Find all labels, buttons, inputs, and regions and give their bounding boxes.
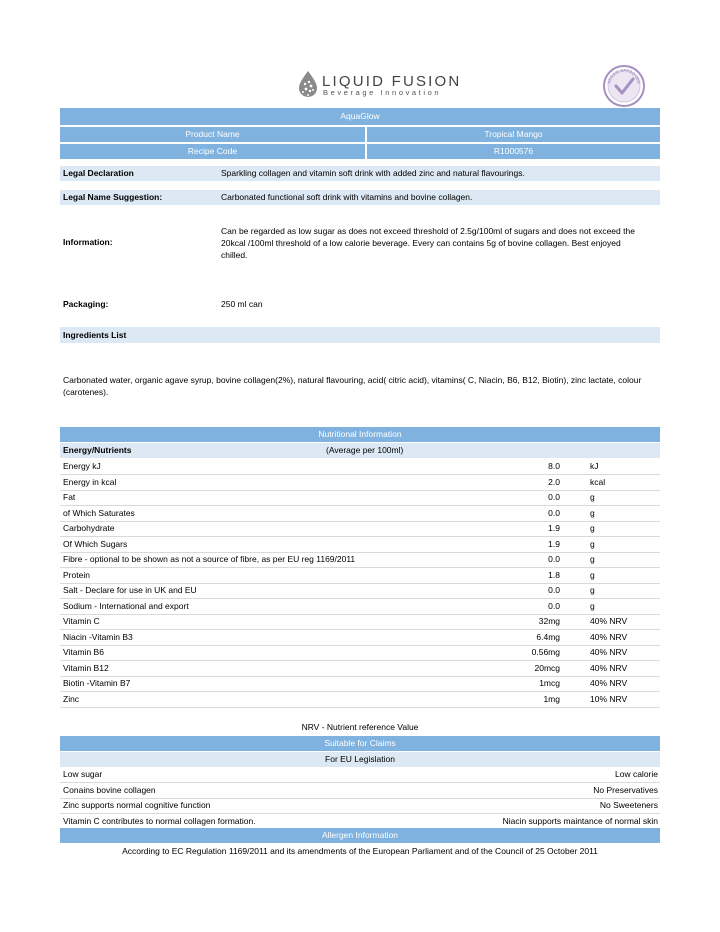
nutrition-row — [60, 506, 660, 522]
legal-declaration-row — [60, 166, 660, 181]
nutrient-unit: g — [590, 569, 595, 580]
nutrient-unit: 40% NRV — [590, 616, 628, 626]
nutrition-row — [60, 459, 660, 475]
product-title-bar — [60, 108, 660, 125]
legal-declaration-value: Sparkling collagen and vitamin soft drink with added zinc and natural flavourings. — [221, 168, 525, 178]
droplet-logo-icon — [296, 70, 320, 98]
nutrient-value: 1.9 — [548, 538, 560, 549]
legal-name-value: Carbonated functional soft drink with vitamins and bovine collagen. — [221, 192, 473, 202]
nutrient-unit: g — [590, 554, 595, 564]
recipe-code-label-cell — [60, 144, 365, 159]
nutrition-row — [60, 661, 660, 677]
nutrient-name: Niacin -Vitamin B3 — [63, 631, 133, 642]
nutrient-unit: g — [590, 538, 595, 549]
nutrient-unit: 40% NRV — [590, 631, 628, 642]
nutrition-row — [60, 521, 660, 537]
information-line: Can be regarded as low sugar as does not exceed threshold of 2.5g/100ml of sugars and does not exceed the — [221, 226, 635, 236]
nutrition-col-avg: (Average per 100ml) — [326, 445, 404, 455]
nutrient-unit: kJ — [590, 461, 599, 471]
ingredients-line: Carbonated water, organic agave syrup, bovine collagen(2%), natural flavouring, acid( citric acid), vitamins( C, Niacin, B6, B12, Biotin), zinc lactate, colour — [63, 375, 642, 385]
product-title: AquaGlow — [340, 111, 380, 121]
ingredients-header: Ingredients List — [63, 330, 127, 340]
legal-declaration-label: Legal Declaration — [63, 168, 134, 178]
nutrient-name: Vitamin C — [63, 616, 100, 626]
recipe-code-value-cell — [367, 144, 660, 159]
claim-left: Conains bovine collagen — [63, 784, 156, 795]
nutrient-unit: 40% NRV — [590, 678, 628, 688]
claims-header-bar — [60, 736, 660, 751]
nutrient-unit: g — [590, 523, 595, 533]
claims-header: Suitable for Claims — [324, 738, 396, 748]
nutrient-name: Energy in kcal — [63, 476, 117, 487]
nutrient-value: 1.8 — [548, 569, 560, 580]
allergen-note: According to EC Regulation 1169/2011 and its amendments of the European Parliament and of the Council of 25 October 2011 — [122, 846, 598, 856]
nutrition-row — [60, 630, 660, 646]
nrv-note: NRV - Nutrient reference Value — [301, 722, 419, 732]
nutrient-value: 0.0 — [548, 492, 560, 502]
nutrition-row — [60, 475, 660, 491]
nutrient-unit: kcal — [590, 476, 606, 487]
nutrient-value: 1.9 — [548, 523, 560, 533]
claim-right: No Sweeteners — [599, 800, 658, 810]
nutrition-row — [60, 583, 660, 599]
ingredients-header-row — [60, 327, 660, 343]
nutrient-unit: 40% NRV — [590, 647, 628, 657]
nutrient-name: Sodium - International and export — [63, 600, 189, 611]
nutrient-name: Protein — [63, 569, 90, 580]
claim-right: Low calorie — [615, 769, 658, 779]
claim-left: Vitamin C contributes to normal collagen formation. — [63, 815, 256, 826]
ingredients-text — [63, 374, 663, 398]
brand-tagline: Beverage Innovation — [323, 88, 442, 97]
claim-left: Low sugar — [63, 769, 103, 779]
nutrient-name: Of Which Sugars — [63, 538, 128, 549]
nutrition-row — [60, 552, 660, 568]
claims-subheader: For EU Legislation — [325, 754, 395, 764]
claim-right: Niacin supports maintance of normal skin — [502, 815, 658, 826]
nutrition-col-label: Energy/Nutrients — [63, 445, 132, 455]
claim-row — [60, 767, 660, 783]
nutrition-row — [60, 568, 660, 584]
nutrient-value: 0.0 — [548, 585, 560, 595]
information-text — [221, 225, 635, 261]
nutrient-value: 0.0 — [548, 507, 560, 518]
nutrient-value: 32mg — [538, 616, 560, 626]
information-line: 20kcal /100ml threshold of a low calorie beverage. Every can contains 5g of bovine collagen. Best enjoyed — [221, 238, 621, 248]
nutrient-name: Salt - Declare for use in UK and EU — [63, 585, 197, 595]
nutrition-header-bar — [60, 427, 660, 442]
claim-row — [60, 783, 660, 799]
brand-name: LIQUID FUSION — [322, 73, 462, 90]
recipe-code-label: Recipe Code — [187, 146, 238, 156]
nutrition-row — [60, 645, 660, 661]
claims-subheader-bar — [60, 752, 660, 767]
nutrition-row — [60, 537, 660, 553]
nutrient-name: Energy kJ — [63, 461, 101, 471]
nutrient-name: Vitamin B6 — [63, 647, 104, 657]
vegan-approved-badge-icon — [602, 64, 646, 108]
nutrient-unit: 10% NRV — [590, 693, 628, 704]
nutrient-unit: 40% NRV — [590, 662, 628, 673]
recipe-code-value: R1000576 — [493, 146, 534, 156]
information-line: chilled. — [221, 250, 248, 260]
claim-row — [60, 798, 660, 814]
product-name-value: Tropical Mango — [484, 129, 543, 139]
nutrition-column-header — [60, 443, 660, 458]
nutrient-value: 2.0 — [548, 476, 560, 487]
nutrient-unit: g — [590, 600, 595, 611]
allergen-header: Allergen Information — [321, 830, 399, 840]
nutrient-unit: g — [590, 492, 595, 502]
nutrient-value: 0.0 — [548, 554, 560, 564]
nutrition-row — [60, 490, 660, 506]
product-name-label: Product Name — [185, 129, 240, 139]
badge-text: VEGAN APPROVED — [606, 67, 642, 85]
nutrition-header: Nutritional Information — [318, 429, 402, 439]
nutrient-value: 1mcg — [539, 678, 560, 688]
legal-name-label: Legal Name Suggestion: — [63, 192, 163, 202]
product-name-label-cell — [60, 127, 365, 142]
nutrient-name: Zinc — [63, 693, 80, 704]
nutrient-name: of Which Saturates — [63, 507, 135, 518]
nutrient-unit: g — [590, 585, 595, 595]
packaging-label: Packaging: — [63, 299, 109, 309]
allergen-header-bar — [60, 828, 660, 843]
nutrient-value: 0.56mg — [531, 647, 560, 657]
nutrition-row — [60, 692, 660, 708]
nutrient-name: Biotin -Vitamin B7 — [63, 678, 131, 688]
nutrient-value: 20mcg — [534, 662, 560, 673]
nutrient-value: 0.0 — [548, 600, 560, 611]
nutrient-value: 8.0 — [548, 461, 560, 471]
information-label: Information: — [63, 237, 113, 247]
nutrient-name: Fat — [63, 492, 76, 502]
ingredients-line: (carotenes). — [63, 387, 109, 397]
nutrient-name: Vitamin B12 — [63, 662, 109, 673]
packaging-value: 250 ml can — [221, 299, 263, 309]
nutrient-unit: g — [590, 507, 595, 518]
nutrient-name: Carbohydrate — [63, 523, 115, 533]
product-name-value-cell — [367, 127, 660, 142]
claim-right: No Preservatives — [593, 784, 658, 795]
legal-name-row — [60, 190, 660, 205]
nutrition-row — [60, 676, 660, 692]
claim-left: Zinc supports normal cognitive function — [63, 800, 211, 810]
nutrition-row — [60, 614, 660, 630]
nutrient-name: Fibre - optional to be shown as not a source of fibre, as per EU reg 1169/2011 — [63, 554, 356, 564]
nutrition-row — [60, 599, 660, 615]
nutrient-value: 1mg — [543, 693, 560, 704]
nutrient-value: 6.4mg — [536, 631, 560, 642]
